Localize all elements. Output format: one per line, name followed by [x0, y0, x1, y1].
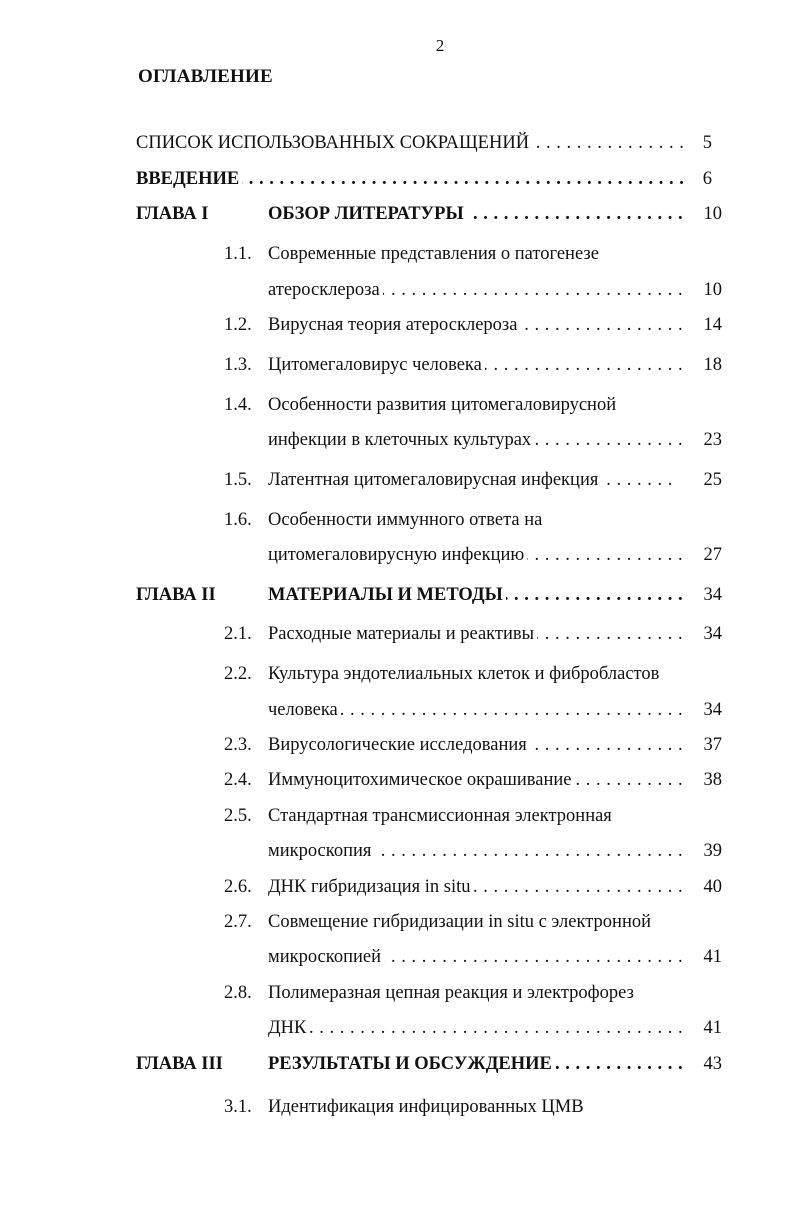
- toc-entry-text: ДНК гибридизация in situ: [268, 877, 474, 897]
- toc-entry-text: СПИСОК ИСПОЛЬЗОВАННЫХ СОКРАЩЕНИЙ: [136, 133, 532, 153]
- toc-page-number: 10: [703, 204, 722, 224]
- toc-entry-text: микроскопия: [268, 841, 374, 861]
- toc-page-number: 41: [703, 1018, 722, 1038]
- toc-page-number: 41: [703, 947, 722, 967]
- toc-entry-text: ОБЗОР ЛИТЕРАТУРЫ: [268, 204, 467, 224]
- toc-title: ОГЛАВЛЕНИЕ: [138, 66, 273, 87]
- toc-entry-text: Особенности иммунного ответа на: [268, 510, 543, 530]
- section-number: 2.6.: [224, 877, 252, 897]
- section-number: 2.7.: [224, 912, 252, 932]
- toc-entry-text: Особенности развития цитомегаловирусной: [268, 395, 617, 415]
- toc-page-number: 25: [703, 470, 722, 490]
- section-number: 1.3.: [224, 355, 252, 375]
- toc-page-number: 27: [703, 545, 722, 565]
- section-number: 1.6.: [224, 510, 252, 530]
- toc-entry-text: Полимеразная цепная реакция и электрофорез: [268, 983, 634, 1003]
- toc-page-number: 10: [703, 280, 722, 300]
- toc-entry-text: Совмещение гибридизации in situ с электронной: [268, 912, 651, 932]
- section-number: 1.5.: [224, 470, 252, 490]
- section-number: 2.4.: [224, 770, 252, 790]
- toc-entry-text: ВВЕДЕНИЕ: [136, 169, 242, 189]
- toc-page-number: 14: [703, 315, 722, 335]
- toc-page-number: 6: [702, 169, 712, 189]
- section-number: 2.1.: [224, 624, 252, 644]
- chapter-label: ГЛАВА II: [136, 585, 216, 605]
- page-number: 2: [435, 36, 445, 55]
- toc-page-number: 43: [703, 1054, 722, 1074]
- chapter-label: ГЛАВА III: [136, 1054, 223, 1074]
- toc-entry-text: Расходные материалы и реактивы: [268, 624, 537, 644]
- section-number: 1.4.: [224, 395, 252, 415]
- toc-page-number: 5: [702, 133, 712, 153]
- toc-entry-text: РЕЗУЛЬТАТЫ И ОБСУЖДЕНИЕ: [268, 1054, 555, 1074]
- toc-entry-text: Современные представления о патогенезе: [268, 244, 599, 264]
- toc-entry-text: Цитомегаловирус человека: [268, 355, 485, 375]
- toc-entry-text: ДНК: [268, 1018, 309, 1038]
- toc-page-number: 34: [703, 585, 722, 605]
- toc-entry-text: Вирусологические исследования: [268, 735, 530, 755]
- section-number: 2.5.: [224, 806, 252, 826]
- section-number: 1.1.: [224, 244, 252, 264]
- toc-page-number: 23: [703, 430, 722, 450]
- toc-entry-text: Иммуноцитохимическое окрашивание: [268, 770, 574, 790]
- toc-entry-text: Латентная цитомегаловирусная инфекция: [268, 470, 601, 490]
- toc-page-number: 34: [703, 624, 722, 644]
- section-number: 2.2.: [224, 664, 252, 684]
- toc-page-number: 18: [703, 355, 722, 375]
- toc-entry-text: цитомегаловирусную инфекцию: [268, 545, 527, 565]
- toc-entry-text: МАТЕРИАЛЫ И МЕТОДЫ: [268, 585, 506, 605]
- section-number: 2.8.: [224, 983, 252, 1003]
- chapter-label: ГЛАВА I: [136, 204, 209, 224]
- toc-page-number: 37: [703, 735, 722, 755]
- toc-page-number: 40: [703, 877, 722, 897]
- toc-entry-text: атеросклероза: [268, 280, 383, 300]
- toc-entry-text: человека: [268, 700, 341, 720]
- toc-page-number: 39: [703, 841, 722, 861]
- toc-entry-text: Идентификация инфицированных ЦМВ: [268, 1097, 584, 1117]
- toc-entry-text: инфекции в клеточных культурах: [268, 430, 534, 450]
- toc-entry-text: микроскопией: [268, 947, 384, 967]
- section-number: 3.1.: [224, 1097, 252, 1117]
- toc-page-number: 34: [703, 700, 722, 720]
- toc-entry-text: Стандартная трансмиссионная электронная: [268, 806, 612, 826]
- section-number: 1.2.: [224, 315, 252, 335]
- toc-page-number: 38: [703, 770, 722, 790]
- toc-entry-text: Культура эндотелиальных клеток и фибробластов: [268, 664, 660, 684]
- toc-entry-text: Вирусная теория атеросклероза: [268, 315, 520, 335]
- section-number: 2.3.: [224, 735, 252, 755]
